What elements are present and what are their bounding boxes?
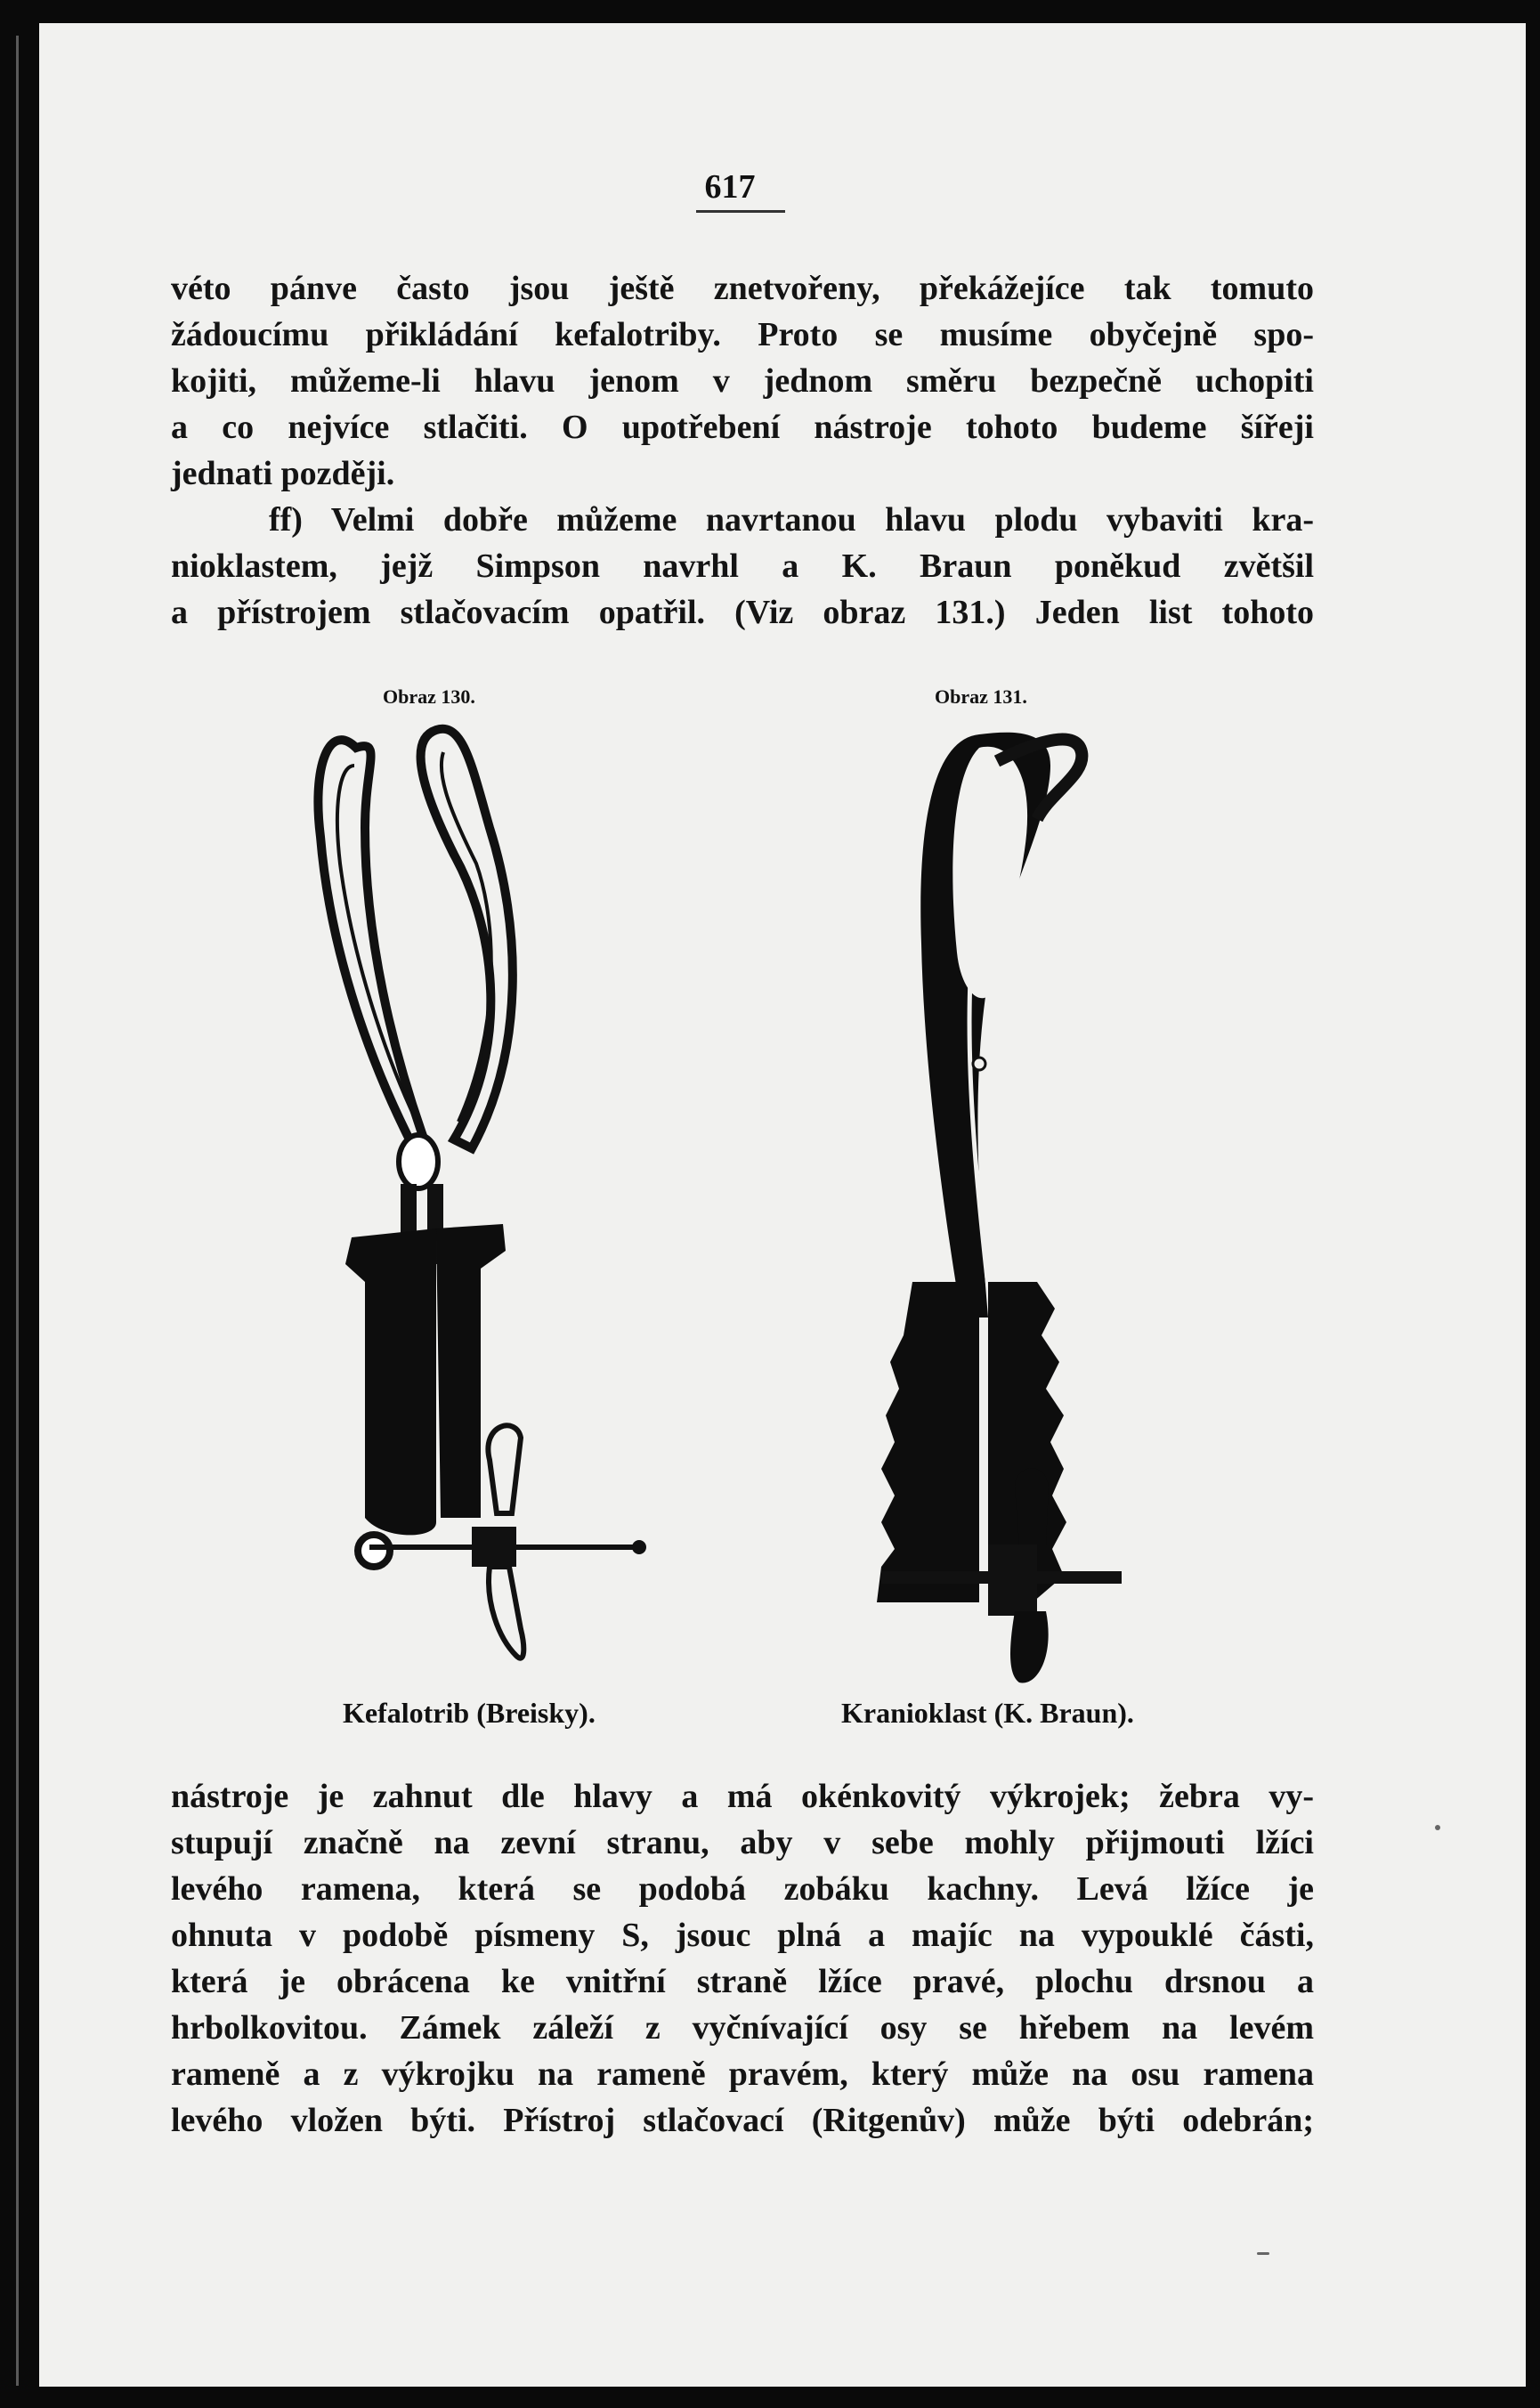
scan-speck (1257, 2252, 1269, 2255)
scan-border-left (0, 0, 39, 2408)
text-line: stupují značně na zevní stranu, aby v sebe mohly přijmouti lžíci (171, 1824, 1314, 1861)
text-line: žádoucímu přikládání kefalotriby. Proto se musíme obyčejně spo- (171, 316, 1314, 353)
paragraph-bottom (171, 1773, 1314, 2144)
text-line: levého vložen býti. Přístroj stlačovací (Ritgenův) může býti odebrán; (171, 2102, 1314, 2139)
page-number: 617 (704, 168, 756, 206)
text-line: nástroje je zahnut dle hlavy a má okénkovitý výkrojek; žebra vy- (171, 1778, 1314, 1815)
figure-caption-130: Kefalotrib (Breisky). (343, 1697, 596, 1729)
text-line: a co nejvíce stlačiti. O upotřebení nástroje tohoto budeme šířeji (171, 409, 1314, 446)
text-line: ff) Velmi dobře můžeme navrtanou hlavu plodu vybaviti kra- (269, 501, 1314, 539)
text-line: která je obrácena ke vnitřní straně lžíce pravé, plochu drsnou a (171, 1963, 1314, 2000)
text-line: véto pánve často jsou ještě znetvořeny, překážejíce tak tomuto (171, 270, 1314, 307)
text-line: ohnuta v podobě písmeny S, jsouc plná a majíc na vypouklé části, (171, 1917, 1314, 1954)
scan-speck (1435, 1825, 1440, 1830)
figure-label-131: Obraz 131. (935, 685, 1027, 708)
book-spine-edge (16, 36, 19, 2386)
kranioklast-illustration (846, 712, 1184, 1691)
scan-border-top (0, 0, 1540, 23)
page-number-rule (696, 210, 785, 213)
text-line: rameně a z výkrojku na rameně pravém, který může na osu ramena (171, 2055, 1314, 2093)
figure-caption-131: Kranioklast (K. Braun). (841, 1697, 1134, 1729)
text-line: nioklastem, jejž Simpson navrhl a K. Braun poněkud zvětšil (171, 547, 1314, 585)
text-line: hrbolkovitou. Zámek záleží z vyčnívající osy se hřebem na levém (171, 2009, 1314, 2047)
text-line: kojiti, můžeme-li hlavu jenom v jednom směru bezpečně uchopiti (171, 362, 1314, 400)
kefalotrib-illustration (303, 712, 677, 1691)
text-line: jednati později. (171, 455, 395, 492)
text-line: a přístrojem stlačovacím opatřil. (Viz obraz 131.) Jeden list tohoto (171, 594, 1314, 631)
figure-label-130: Obraz 130. (383, 685, 475, 708)
text-line: levého ramena, která se podobá zobáku kachny. Levá lžíce je (171, 1870, 1314, 1908)
paragraph-top (171, 265, 1314, 636)
